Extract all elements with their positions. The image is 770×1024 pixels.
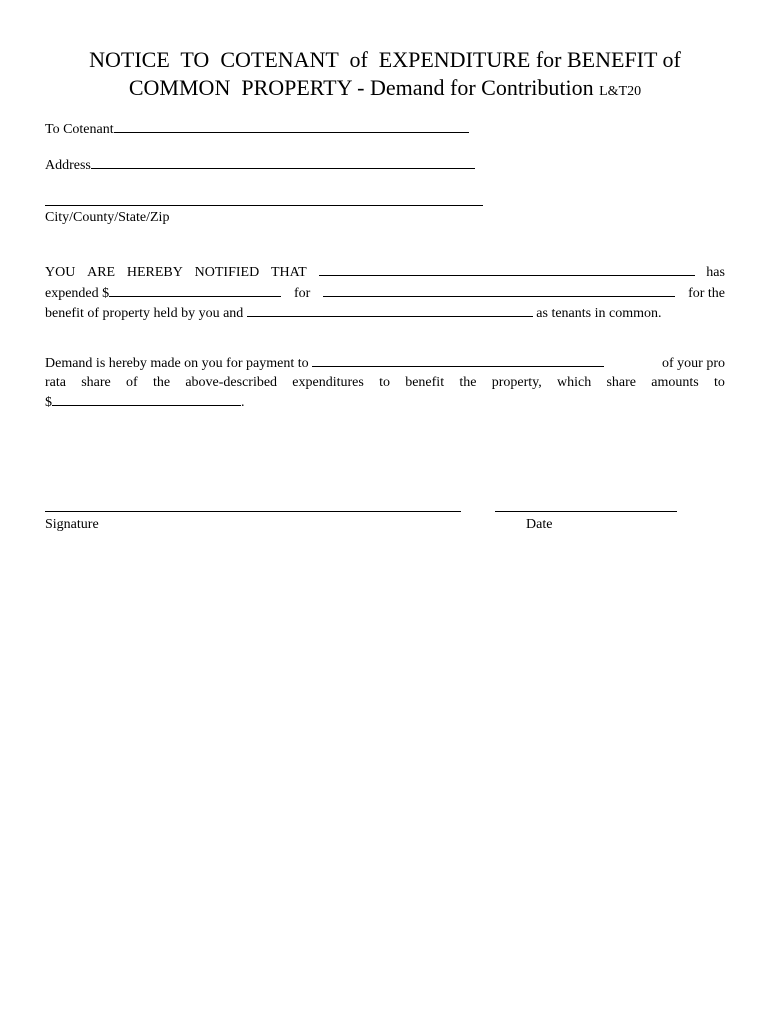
demand-text: Demand is hereby made on you for payment to [45, 356, 309, 371]
signature-line[interactable] [45, 511, 461, 512]
demand-word: which [556, 374, 592, 390]
expended-label: expended $ [45, 285, 110, 301]
demand-word: above-described [185, 374, 278, 390]
demand-word: expenditures [292, 374, 364, 390]
demand-line-1 [45, 353, 725, 374]
form-code: L&T20 [599, 84, 642, 99]
notice-word: has [706, 265, 725, 280]
purpose-blank[interactable] [323, 283, 675, 297]
notice-word: ARE [87, 265, 116, 280]
notice-line-2 [45, 283, 725, 304]
to-cotenant-label: To Cotenant [45, 122, 114, 137]
demand-word: of [126, 374, 138, 390]
demand-line-2 [45, 374, 725, 393]
demand-paragraph [45, 353, 725, 413]
expended-amount-group [45, 283, 281, 304]
payee-blank[interactable] [312, 353, 604, 367]
notice-paragraph [45, 262, 725, 324]
title-line-2 [0, 74, 770, 106]
address-field [45, 155, 475, 175]
demand-word: rata [45, 374, 66, 390]
notice-word: for the [688, 285, 725, 301]
demand-word: share [606, 374, 636, 390]
date-line[interactable] [495, 511, 677, 512]
expended-amount-blank[interactable] [109, 283, 281, 297]
notice-line-1 [45, 262, 725, 283]
notice-line-3 [45, 303, 725, 324]
demand-word: the [459, 374, 477, 390]
demand-line-3 [45, 392, 725, 413]
dollar-sign: $ [45, 395, 52, 410]
date-label: Date [526, 517, 553, 532]
share-amount-blank[interactable] [52, 392, 241, 406]
notice-word: for [294, 285, 311, 301]
to-cotenant-blank[interactable] [114, 119, 469, 133]
city-blank[interactable] [45, 205, 483, 206]
demand-word: to [379, 374, 390, 390]
notice-word: THAT [270, 265, 307, 280]
signature-label: Signature [45, 517, 99, 532]
demand-word: benefit [405, 374, 445, 390]
demand-text-group [45, 353, 604, 374]
notice-word: NOTIFIED [194, 265, 260, 280]
title-line-2-text: COMMON PROPERTY - Demand for Contribution [128, 75, 594, 100]
demand-word: property, [491, 374, 542, 390]
document-title [0, 46, 770, 106]
period: . [241, 395, 245, 410]
title-line-1: NOTICE TO COTENANT of EXPENDITURE for BENEFIT of [89, 47, 681, 72]
notice-word: as tenants in common. [536, 306, 662, 321]
address-label: Address [45, 158, 91, 173]
notice-word: HEREBY [126, 265, 183, 280]
demand-word: share [81, 374, 111, 390]
expender-blank[interactable] [319, 262, 695, 276]
notice-word: YOU [45, 265, 76, 280]
to-cotenant-field [45, 119, 469, 139]
demand-text: of your pro [662, 356, 725, 371]
notice-word: benefit of property held by you and [45, 306, 244, 321]
cotenants-blank[interactable] [247, 303, 533, 317]
demand-word: to [713, 374, 725, 390]
address-blank[interactable] [91, 155, 475, 169]
demand-word: amounts [651, 374, 699, 390]
demand-word: the [152, 374, 171, 390]
city-label: City/County/State/Zip [45, 210, 170, 225]
